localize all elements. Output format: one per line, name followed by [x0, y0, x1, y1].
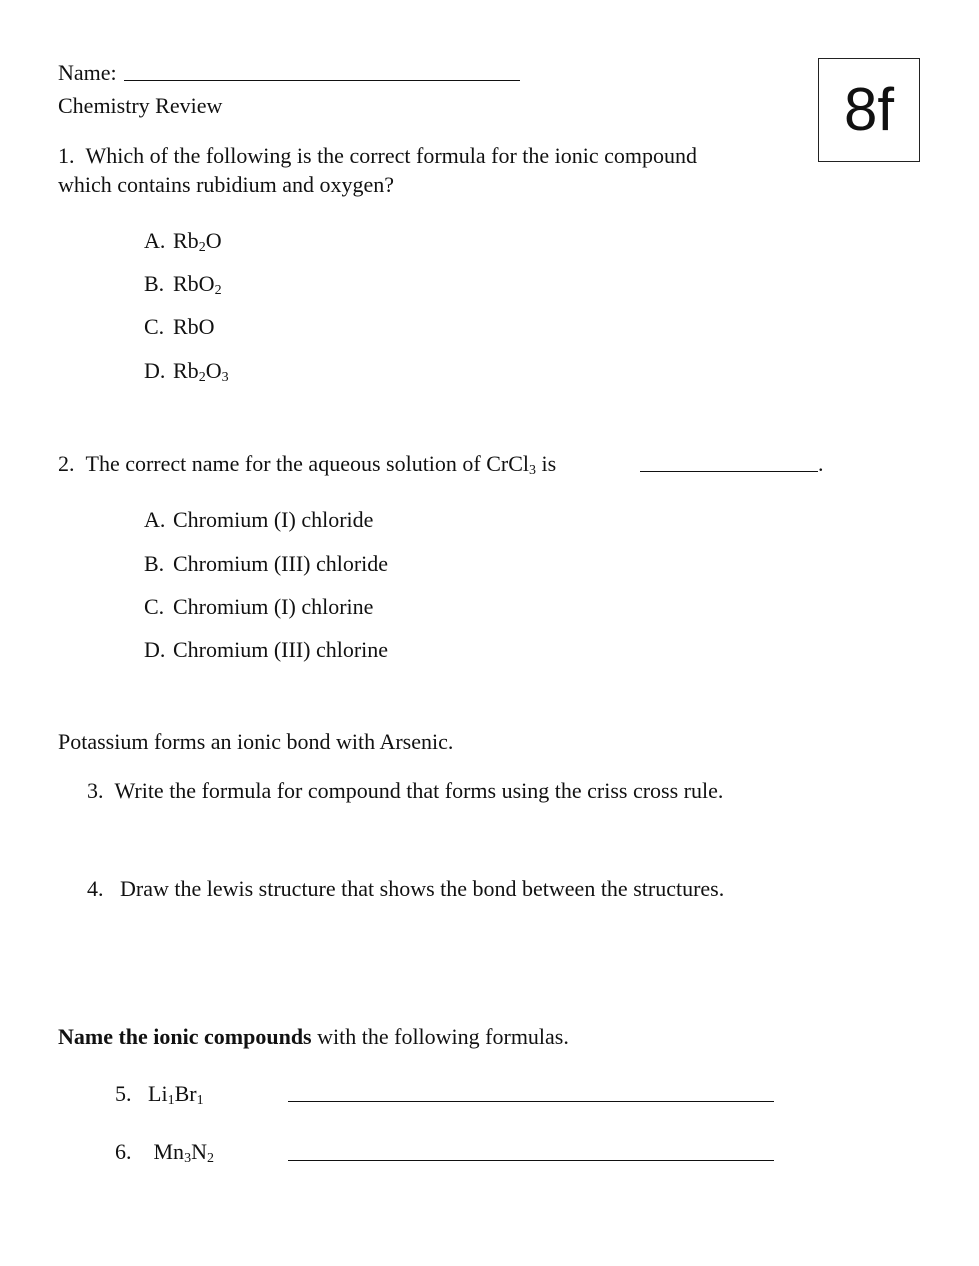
- option-letter: A.: [144, 507, 166, 532]
- formula-subscript: 3: [184, 1151, 192, 1166]
- formula-subscript: 3: [221, 370, 229, 385]
- section-heading-bold: Name the ionic compounds: [58, 1024, 312, 1049]
- option-text: Chromium (I) chlorine: [173, 594, 374, 619]
- worksheet-code-text: 8f: [843, 76, 895, 143]
- formula-subscript: 1: [196, 1093, 204, 1108]
- q4-text: [87, 878, 724, 900]
- q1-option-b[interactable]: [144, 271, 222, 298]
- q1-option-a[interactable]: [144, 228, 222, 255]
- formula-part: O: [205, 358, 222, 383]
- q2-text-before: The correct name for the aqueous solution of CrCl: [85, 451, 530, 476]
- q6-number: 6.: [115, 1139, 132, 1164]
- worksheet-code-badge: [818, 58, 920, 162]
- formula-part: RbO: [173, 271, 215, 296]
- option-letter: C.: [144, 594, 165, 619]
- q1-text-line2: which contains rubidium and oxygen?: [58, 172, 395, 197]
- option-text: Chromium (III) chlorine: [173, 637, 389, 662]
- q5-answer-blank[interactable]: [288, 1101, 774, 1102]
- q2-answer-blank[interactable]: [640, 471, 818, 472]
- q3-prompt: Write the formula for compound that forms using the criss cross rule.: [114, 778, 724, 803]
- q2-option-d[interactable]: [144, 639, 388, 661]
- q2-option-c[interactable]: [144, 596, 373, 618]
- formula-subscript: 2: [198, 240, 206, 255]
- q3-number: 3.: [87, 778, 104, 803]
- formula-part: N: [191, 1139, 207, 1164]
- option-text: Chromium (I) chloride: [173, 507, 374, 532]
- q3-text: [87, 780, 723, 802]
- section-intro: Potassium forms an ionic bond with Arsenic.: [58, 729, 454, 754]
- q2-text-subscript: 3: [529, 463, 537, 478]
- name-label: Name:: [58, 60, 117, 85]
- worksheet-subtitle: Chemistry Review: [58, 93, 223, 118]
- q5-label: [115, 1081, 204, 1108]
- section-heading-rest: with the following formulas.: [311, 1024, 569, 1049]
- formula-part: Rb: [173, 228, 199, 253]
- q4-prompt: Draw the lewis structure that shows the bond between the structures.: [120, 876, 725, 901]
- q1-option-c[interactable]: [144, 316, 215, 338]
- q2-number: 2.: [58, 451, 75, 476]
- formula-part: Li: [148, 1081, 168, 1106]
- formula-part: O: [205, 228, 222, 253]
- q1-text-line1: Which of the following is the correct formula for the ionic compound: [85, 143, 698, 168]
- formula-part: Br: [174, 1081, 197, 1106]
- q2-blank-period: .: [818, 451, 824, 476]
- name-blank-line[interactable]: [124, 80, 520, 81]
- q2-text-after: is: [536, 451, 557, 476]
- q2-text: [58, 451, 557, 478]
- formula-subscript: 1: [167, 1093, 175, 1108]
- q1-option-d[interactable]: [144, 358, 229, 385]
- option-letter: D.: [144, 637, 166, 662]
- option-letter: B.: [144, 551, 165, 576]
- option-letter: C.: [144, 314, 165, 339]
- q1-line1: [58, 145, 697, 167]
- q2-option-b[interactable]: [144, 553, 388, 575]
- option-letter: A.: [144, 228, 166, 253]
- formula-subscript: 2: [206, 1151, 214, 1166]
- q5-number: 5.: [115, 1081, 132, 1106]
- formula-subscript: 2: [214, 283, 222, 298]
- q6-label: [115, 1139, 214, 1166]
- q2-option-a[interactable]: [144, 509, 373, 531]
- formula-part: Mn: [153, 1139, 185, 1164]
- q6-answer-blank[interactable]: [288, 1160, 774, 1161]
- q1-number: 1.: [58, 143, 75, 168]
- option-letter: B.: [144, 271, 165, 296]
- formula-part: RbO: [173, 314, 215, 339]
- option-text: Chromium (III) chloride: [173, 551, 389, 576]
- option-letter: D.: [144, 358, 166, 383]
- section-heading: [58, 1026, 569, 1048]
- formula-part: Rb: [173, 358, 199, 383]
- q4-number: 4.: [87, 876, 104, 901]
- formula-subscript: 2: [198, 370, 206, 385]
